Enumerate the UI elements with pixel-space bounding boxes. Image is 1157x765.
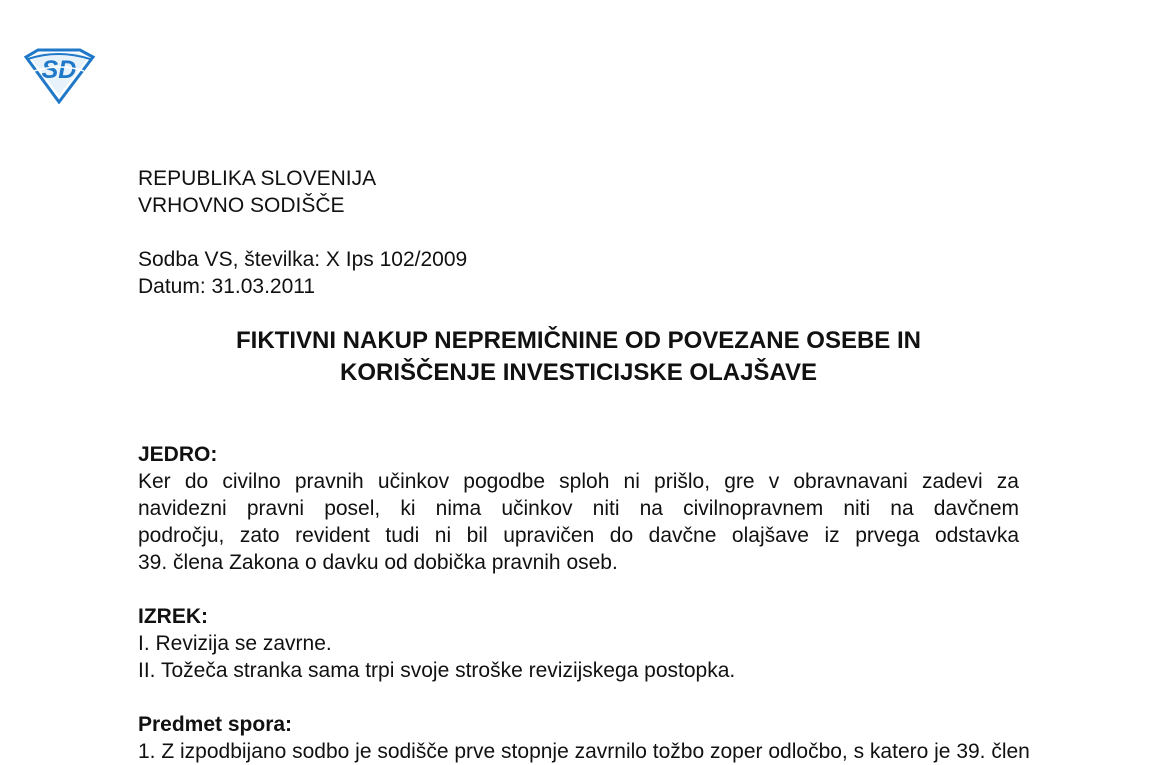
document-title [138, 325, 1019, 389]
jedro-line: navidezni pravni posel, ki nima učinkov niti na civilnopravnem niti na davčnem [138, 497, 1019, 520]
jedro-paragraph [138, 468, 1019, 576]
country-name: REPUBLIKA SLOVENIJA [138, 167, 377, 190]
izrek-item: I. Revizija se zavrne. [138, 632, 332, 655]
case-number: Sodba VS, številka: X Ips 102/2009 [138, 248, 468, 271]
izrek-item: II. Tožeča stranka sama trpi svoje stroške revizijskega postopka. [138, 659, 736, 682]
court-logo-icon [22, 47, 96, 104]
svg-text:SD: SD [41, 56, 77, 84]
jedro-heading: JEDRO: [138, 443, 218, 466]
predmet-partial-line: 1. Z izpodbijano sodbo je sodišče prve stopnje zavrnilo tožbo zoper odločbo, s katero je 39. člen [138, 740, 1030, 763]
document-body [138, 165, 1030, 765]
izrek-heading: IZREK: [138, 605, 208, 628]
title-line-1: FIKTIVNI NAKUP NEPREMIČNINE OD POVEZANE OSEBE IN [236, 327, 921, 354]
decision-date: Datum: 31.03.2011 [138, 275, 316, 298]
court-name: VRHOVNO SODIŠČE [138, 194, 345, 217]
jedro-line: področju, zato revident tudi ni bil upravičen do davčne olajšave iz prvega odstavka [138, 524, 1019, 547]
title-line-2: KORIŠČENJE INVESTICIJSKE OLAJŠAVE [340, 359, 817, 386]
predmet-spora-heading: Predmet spora: [138, 713, 293, 736]
jedro-line: 39. člena Zakona o davku od dobička pravnih oseb. [138, 551, 618, 574]
jedro-line: Ker do civilno pravnih učinkov pogodbe sploh ni prišlo, gre v obravnavani zadevi za [138, 470, 1019, 493]
